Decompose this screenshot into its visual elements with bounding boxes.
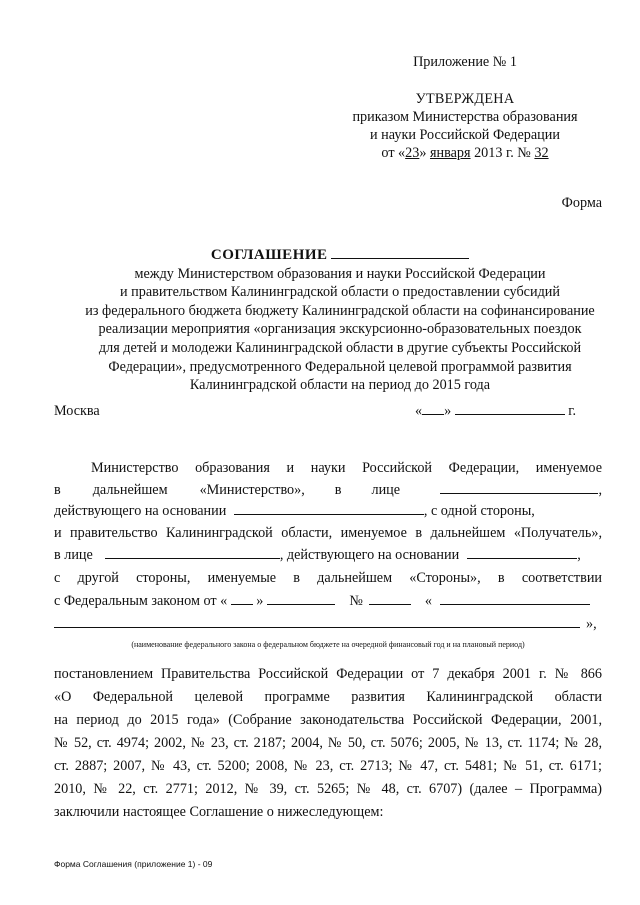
one-side-text: , с одной стороны,	[423, 503, 535, 519]
para2-line: № 52, ст. 4974; 2002, № 23, ст. 2187; 2004, № 50, ст. 5076; 2005, № 13, ст. 1174; № 28,	[54, 735, 602, 751]
title-line: Федерации», предусмотренного Федеральной целевой программой развития	[108, 358, 572, 375]
para1-line4: и правительство Калининградской области, именуемое в дальнейшем «Получатель»,	[54, 525, 602, 541]
recipient-basis-blank	[467, 546, 577, 559]
para1-line7	[54, 592, 602, 610]
law-open-quote: «	[424, 593, 432, 609]
recipient-rep-blank	[105, 546, 280, 559]
footer-note: Форма Соглашения (приложение 1) - 09	[54, 859, 213, 869]
title-word: СОГЛАШЕНИЕ	[210, 247, 328, 263]
order-line-1: приказом Министерства образования	[352, 109, 578, 125]
para1-line6: с другой стороны, именуемые в дальнейшем «Стороны», в соответствии	[54, 570, 602, 586]
agreement-number-blank	[331, 246, 469, 259]
para2-line: 2010, № 22, ст. 2771; 2012, № 39, ст. 5265; № 48, ст. 6707) (далее – Программа)	[54, 781, 602, 797]
word: дальнейшем	[92, 482, 168, 498]
date-fill-line	[415, 402, 605, 420]
comma: ,	[598, 482, 602, 498]
para1-line1: Министерство образования и науки Российской Федерации, именуемое	[91, 460, 602, 476]
law-number-blank	[369, 592, 411, 605]
para2-line: «О Федеральной целевой программе развития Калининградской области	[54, 689, 602, 705]
order-line-2: и науки Российской Федерации	[370, 127, 560, 143]
para1-line8	[54, 615, 602, 633]
title-line: и правительством Калининградской области о предоставлении субсидий	[120, 284, 560, 301]
law-number-sign: №	[349, 593, 363, 609]
form-label: Форма	[561, 195, 602, 211]
date-month: января	[429, 145, 471, 161]
law-close-quote: »	[256, 593, 264, 609]
date-mid: »	[419, 145, 430, 161]
day-blank	[422, 402, 444, 415]
in-person-label: в лице	[54, 547, 93, 563]
word: лице	[371, 482, 401, 498]
word: в	[334, 482, 342, 498]
order-date-line	[340, 144, 590, 162]
para2-line: заключили настоящее Соглашение о нижеследующем:	[54, 804, 384, 820]
law-date-blank	[267, 592, 335, 605]
date-open-quote: «	[415, 403, 423, 419]
para2-line: ст. 2887; 2007, № 43, ст. 5200; 2008, № 23, ст. 2713; № 47, ст. 5481; № 51, ст. 6171;	[54, 758, 602, 774]
appendix-label: Приложение № 1	[413, 54, 517, 70]
representative-blank	[440, 481, 598, 494]
title-word-line	[40, 246, 640, 265]
place: Москва	[54, 403, 100, 419]
para1-line5	[54, 546, 602, 564]
law-name-blank-2	[54, 615, 580, 628]
date-number: 32	[534, 145, 549, 161]
title-line: из федерального бюджета бюджету Калининградской области на софинансирование	[85, 302, 595, 319]
law-end: »,	[586, 616, 597, 632]
para1-line2	[54, 481, 602, 499]
title-line: реализации мероприятия «организация экскурсионно-образовательных поездок	[98, 321, 582, 338]
title-line: для детей и молодежи Калининградской области в другие субъекты Российской	[98, 339, 582, 356]
para2-line: постановлением Правительства Российской Федерации от 7 декабря 2001 г. № 866	[54, 666, 602, 682]
comma: ,	[577, 547, 581, 563]
agreement-title	[40, 246, 640, 395]
date-day: 23	[405, 145, 420, 161]
word: в	[54, 482, 61, 498]
basis-label: действующего на основании	[54, 503, 227, 519]
date-year: 2013 г. №	[470, 145, 535, 161]
year-suffix: г.	[568, 403, 577, 419]
month-year-blank	[455, 402, 565, 415]
approved-label: УТВЕРЖДЕНА	[415, 91, 515, 107]
basis-blank	[234, 502, 424, 515]
law-prefix: с Федеральным законом от «	[54, 593, 228, 609]
para1-line3	[54, 502, 602, 520]
law-name-note: (наименование федерального закона о федеральном бюджете на очередной финансовый год и на плановый период)	[131, 640, 525, 649]
date-prefix: от «	[381, 145, 406, 161]
date-close-quote: »	[444, 403, 452, 419]
law-day-blank	[231, 592, 253, 605]
word: «Министерство»,	[199, 482, 305, 498]
basis-label-2: , действующего на основании	[279, 547, 460, 563]
title-line: между Министерством образования и науки Российской Федерации	[134, 265, 546, 282]
title-line: Калининградской области на период до 2015 года	[189, 377, 491, 394]
para2-line: на период до 2015 года» (Собрание законодательства Российской Федерации, 2001,	[54, 712, 602, 728]
law-name-blank	[440, 592, 590, 605]
